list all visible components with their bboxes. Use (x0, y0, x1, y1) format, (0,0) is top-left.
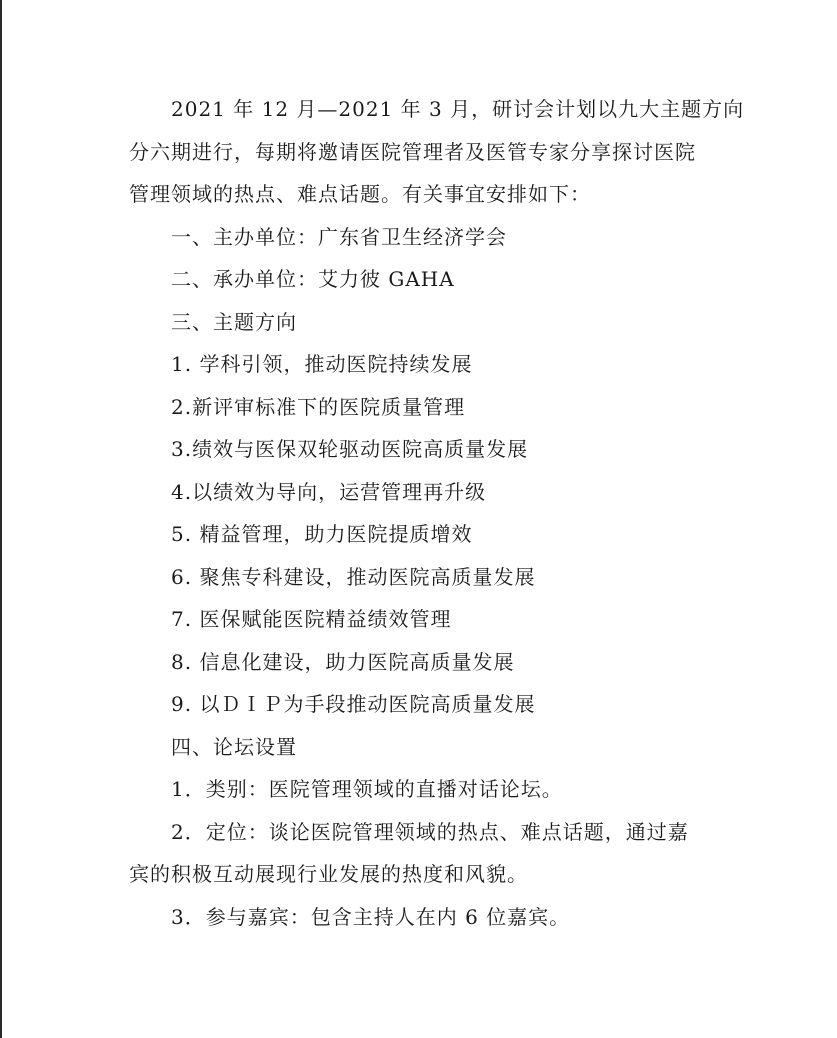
section-heading-themes: 三、主题方向 (171, 309, 297, 334)
intro-paragraph-line-3: 管理领域的热点、难点话题。有关事宜安排如下： (129, 182, 591, 206)
section-heading-forum: 四、论坛设置 (171, 734, 297, 759)
theme-item-9: 9. 以ＤＩＰ为手段推动医院高质量发展 (171, 692, 536, 716)
theme-item-3: 3.绩效与医保双轮驱动医院高质量发展 (171, 437, 529, 461)
theme-item-6: 6. 聚焦专科建设，推动医院高质量发展 (171, 564, 536, 589)
document-body (129, 88, 745, 938)
theme-item-8: 8. 信息化建设，助力医院高质量发展 (171, 649, 515, 674)
intro-paragraph-line-1: 2021 年 12 月—2021 年 3 月，研讨会计划以九大主题方向 (171, 97, 745, 121)
forum-item-guests: 3．参与嘉宾：包含主持人在内 6 位嘉宾。 (171, 904, 571, 929)
theme-item-7: 7. 医保赋能医院精益绩效管理 (171, 607, 452, 631)
intro-paragraph-line-2: 分六期进行，每期将邀请医院管理者及医管专家分享探讨医院 (129, 139, 696, 164)
theme-item-2: 2.新评审标准下的医院质量管理 (171, 394, 466, 419)
theme-item-1: 1. 学科引领，推动医院持续发展 (171, 352, 473, 376)
co-organizer-line: 二、承办单位：艾力彼 GAHA (171, 267, 455, 291)
forum-item-positioning-line-2: 宾的积极互动展现行业发展的热度和风貌。 (129, 862, 528, 886)
forum-item-category: 1．类别：医院管理领域的直播对话论坛。 (171, 777, 563, 801)
theme-item-5: 5. 精益管理，助力医院提质增效 (171, 522, 473, 546)
forum-item-positioning-line-1: 2．定位：谈论医院管理领域的热点、难点话题，通过嘉 (171, 819, 689, 844)
organizer-line: 一、主办单位：广东省卫生经济学会 (171, 224, 507, 249)
theme-item-4: 4.以绩效为导向，运营管理再升级 (171, 479, 487, 504)
